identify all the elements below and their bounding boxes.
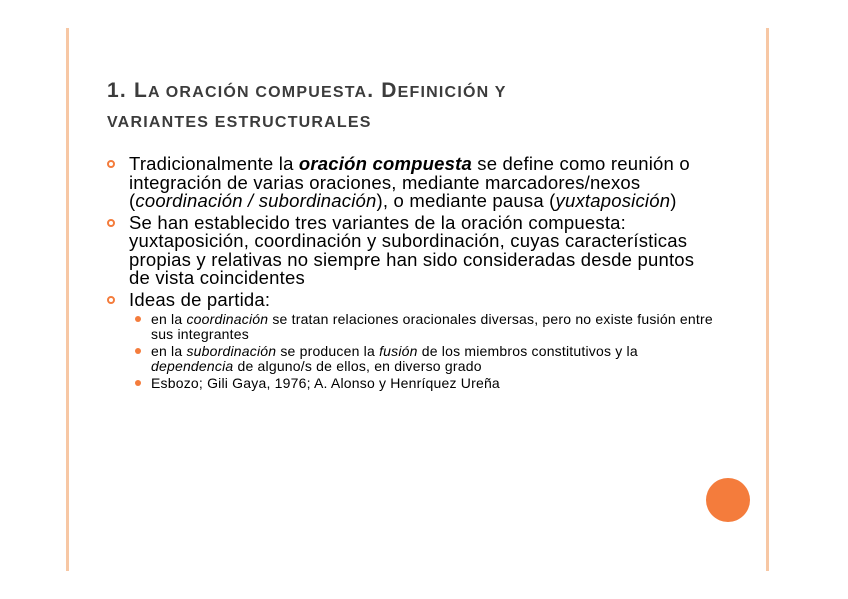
- sub-bullet-text: de los miembros constitutivos y la: [417, 343, 638, 359]
- sub-bullet-emphasis: fusión: [379, 343, 418, 359]
- sub-bullet-item: [107, 344, 717, 373]
- bullet-text: se define como reunión o integración de varias oraciones, mediante marcadores/nexos (: [129, 153, 690, 211]
- ring-bullet-icon: [107, 296, 115, 304]
- sub-bullet-text: se tratan relaciones oracionales diversas, pero no existe fusión entre sus integrantes: [151, 311, 713, 342]
- sub-bullet-list: [107, 312, 717, 391]
- bullet-text: Se han establecido tres variantes de la oración compuesta: yuxtaposición, coordinación y subordinación, cuyas características propias y relativas no siempre han sido consideradas desde puntos de vista coincidentes: [129, 211, 695, 288]
- sub-bullet-emphasis: dependencia: [151, 357, 234, 374]
- bullet-text: ), o mediante pausa (: [376, 190, 556, 211]
- bullet-emphasis: oración compuesta: [298, 153, 472, 174]
- sub-bullet-text: en la: [151, 311, 187, 327]
- title-part: EFINICIÓN Y: [397, 84, 507, 101]
- sub-bullet-text: de alguno/s de ellos, en diverso grado: [233, 357, 482, 374]
- bullet-text: ): [670, 190, 677, 211]
- title-part: . D: [367, 79, 398, 102]
- dot-bullet-icon: [135, 316, 141, 322]
- title-part: A ORACIÓN COMPUESTA: [147, 84, 368, 101]
- title-line-1: [107, 76, 737, 108]
- sub-bullet-text: se producen la: [276, 343, 380, 359]
- ring-bullet-icon: [107, 160, 115, 168]
- bullet-item: [107, 155, 717, 211]
- slide-title: [107, 76, 737, 138]
- bullet-item: [107, 211, 717, 288]
- sub-bullet-emphasis: subordinación: [186, 343, 277, 359]
- dot-bullet-icon: [135, 348, 141, 354]
- bullet-emphasis: yuxtaposición: [555, 190, 671, 211]
- sub-bullet-text: en la: [151, 343, 187, 359]
- ring-bullet-icon: [107, 219, 115, 227]
- sub-bullet-item: [107, 312, 717, 341]
- right-decorative-rule: [766, 28, 769, 571]
- dot-bullet-icon: [135, 380, 141, 386]
- bullet-emphasis: coordinación / subordinación: [135, 190, 377, 211]
- title-line-2: VARIANTES ESTRUCTURALES: [107, 114, 372, 131]
- bullet-text: Ideas de partida:: [129, 288, 271, 310]
- sub-bullet-text: Esbozo; Gili Gaya, 1976; A. Alonso y Henríquez Ureña: [151, 375, 500, 391]
- bullet-item: [107, 288, 717, 310]
- left-decorative-rule: [66, 28, 69, 571]
- sub-bullet-item: [107, 376, 717, 391]
- decorative-orange-circle: [706, 478, 750, 522]
- bullet-text: Tradicionalmente la: [129, 153, 299, 174]
- title-part: 1. L: [107, 79, 148, 102]
- slide-content: [107, 155, 717, 394]
- sub-bullet-emphasis: coordinación: [186, 311, 269, 327]
